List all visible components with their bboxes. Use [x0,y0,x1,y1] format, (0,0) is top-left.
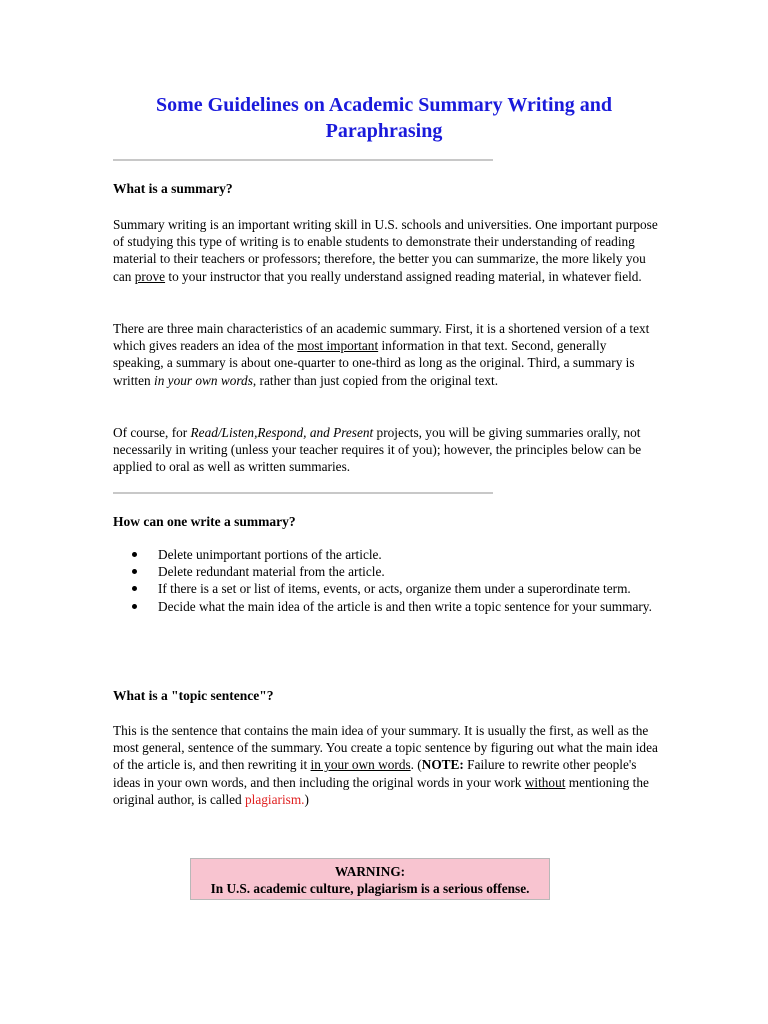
text-run: mentioning the original author, is called [113,774,649,807]
text-run: Summary writing is an important writing skill in U.S. schools and universities. One important purpose of studying this type of writing is to enable students to demonstrate their understanding of reading material to their teachers or professors; therefore, the better you can summarize, the more likely you can [113,217,658,284]
list-item-text: Delete redundant material from the article. [158,564,385,580]
list-item [158,598,703,615]
text-run: , rather than just copied from the original text. [252,372,499,388]
guideline-list [113,546,703,615]
page-title: Some Guidelines on Academic Summary Writing and Paraphrasing [156,94,612,142]
text-run: . ( [410,757,422,773]
warning-title: WARNING: [334,864,406,879]
bullet-icon [132,586,137,591]
text-run: information in that text. Second, generally speaking, a summary is about one-quarter to one-third as long as the original. Third, a summary is written [113,338,635,388]
list-item [158,546,703,563]
divider [113,159,493,161]
warning-box [190,858,550,900]
paragraph-projects [113,424,658,476]
section-heading-topic-sentence: What is a "topic sentence"? [113,688,274,703]
text-run: There are three main characteristics of an academic summary. First, it is a shortened version of a text which gives readers an idea of the [113,321,650,354]
text-run: to your instructor that you really understand assigned reading material, in whatever field. [165,268,642,284]
section-heading-how-to-write: How can one write a summary? [113,514,296,529]
text-run: Failure to rewrite other people's ideas in your own words, and then including the original words in your work [113,757,637,790]
italic-text: Read/Listen,Respond, and Present [190,425,374,440]
text-run: This is the sentence that contains the main idea of your summary. It is usually the first, as well as the most general, sentence of the summary. You create a topic sentence by figuring out what the main idea of the article is, and then rewriting it [113,723,658,773]
italic-text: in your own words [154,372,253,388]
bullet-icon [132,569,137,574]
list-item [158,580,703,597]
bullet-icon [132,552,137,557]
section-heading-what-is-summary: What is a summary? [113,181,233,196]
list-item [158,563,703,580]
note-label: NOTE: [421,757,464,773]
text-run: Of course, for [113,425,191,440]
list-item-text: Delete unimportant portions of the article. [158,547,382,562]
divider [113,492,493,494]
text-run: projects, you will be giving summaries orally, not necessarily in writing (unless your teacher requires it of you); however, the principles below can be applied to oral as well as written summaries. [113,425,642,475]
paragraph-summary-intro [113,216,658,285]
underlined-text: most important [297,338,379,354]
bullet-icon [132,604,137,609]
underlined-text: in your own words [310,757,411,773]
list-item-text: If there is a set or list of items, events, or acts, organize them under a superordinate term. [158,581,631,597]
warning-text: In U.S. academic culture, plagiarism is a serious offense. [210,881,530,896]
underlined-text: without [524,774,566,790]
paragraph-topic-sentence [113,722,658,808]
list-item-text: Decide what the main idea of the article is and then write a topic sentence for your summary. [158,598,652,614]
underlined-text: prove [134,268,166,284]
plagiarism-term: plagiarism. [245,791,305,807]
text-run: ) [304,791,309,807]
paragraph-characteristics [113,320,658,389]
